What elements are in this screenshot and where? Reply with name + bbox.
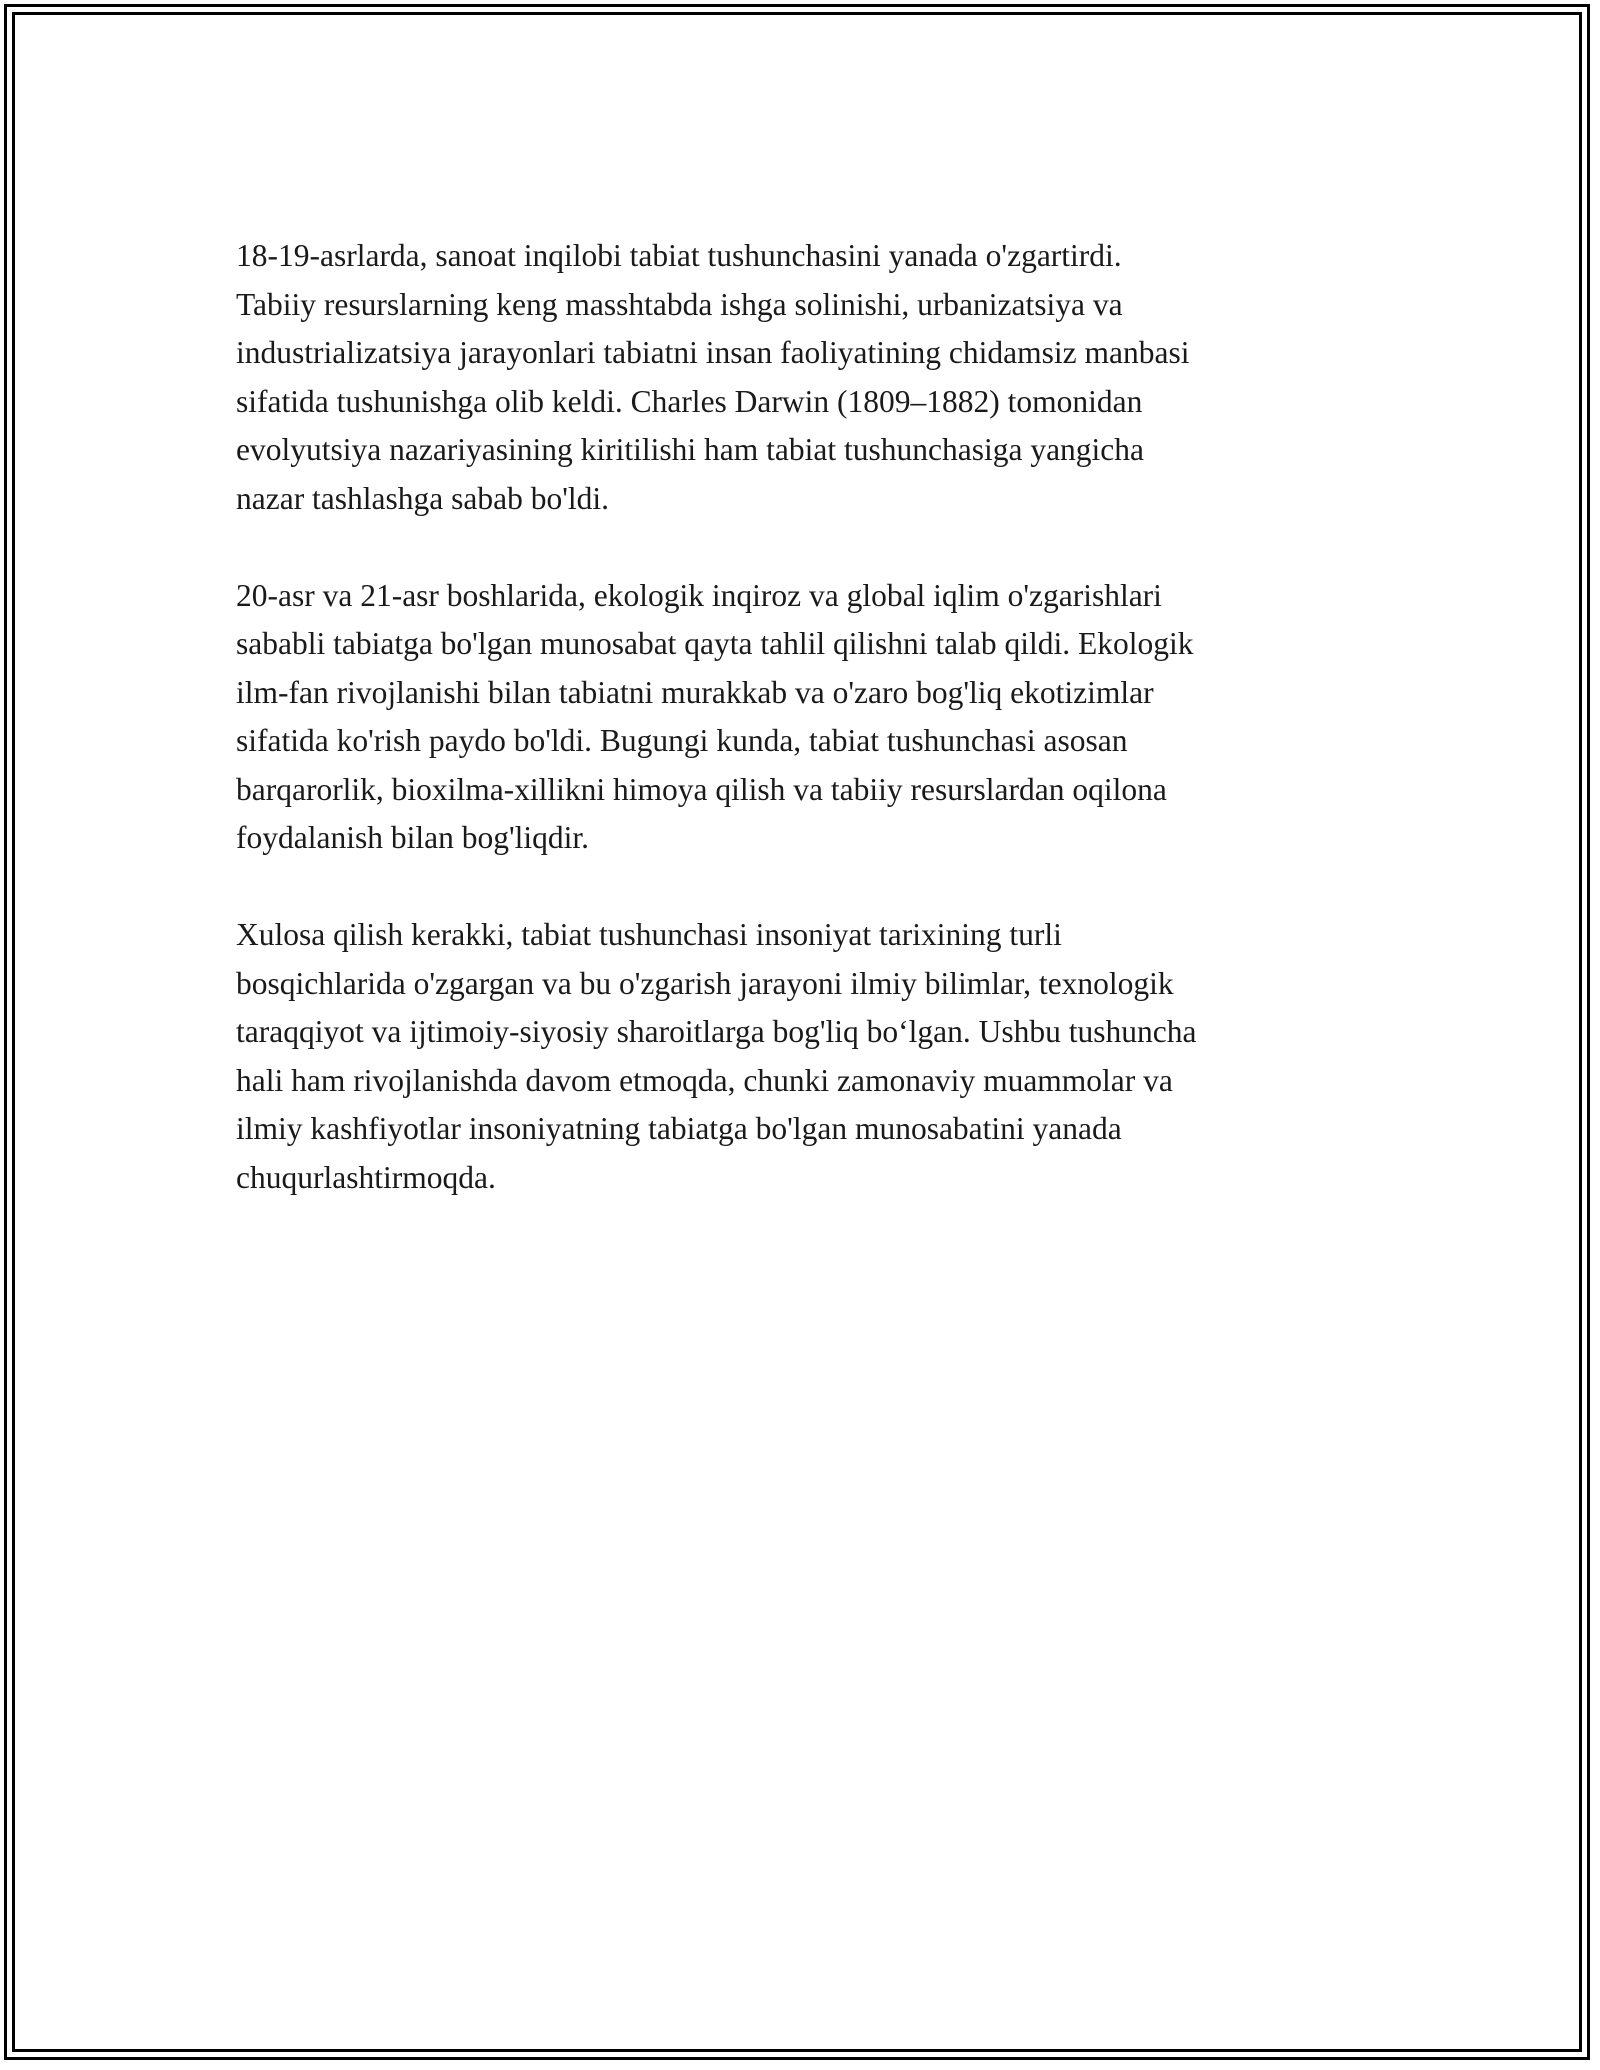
text-line: sifatida tushunishga olib keldi. Charles Darwin (1809–1882) tomonidan [236,383,1143,419]
text-line: hali ham rivojlanishda davom etmoqda, chunki zamonaviy muammolar va [236,1062,1173,1098]
document-body [236,232,1386,1251]
paragraph-industrial-revolution [236,232,1386,523]
paragraph-ecological-crisis [236,572,1386,863]
text-line: bosqichlarida o'zgargan va bu o'zgarish jarayoni ilmiy bilimlar, texnologik [236,965,1174,1001]
text-line: ilmiy kashfiyotlar insoniyatning tabiatga bo'lgan munosabatini yanada [236,1111,1122,1146]
text-line: Xulosa qilish kerakki, tabiat tushunchasi insoniyat tarixining turli [236,917,1062,952]
text-line: ilm-fan rivojlanishi bilan tabiatni murakkab va o'zaro bog'liq ekotizimlar [236,674,1154,710]
text-line: sababli tabiatga bo'lgan munosabat qayta tahlil qilishni talab qildi. Ekologik [236,626,1194,661]
text-line: 18-19-asrlarda, sanoat inqilobi tabiat tushunchasini yanada o'zgartirdi. [236,238,1122,273]
text-line: taraqqiyot va ijtimoiy-siyosiy sharoitlarga bog'liq bo‘lgan. Ushbu tushuncha [236,1014,1197,1049]
text-line: nazar tashlashga sabab bo'ldi. [236,480,610,516]
text-line: Tabiiy resurslarning keng masshtabda ishga solinishi, urbanizatsiya va [236,286,1123,322]
text-line: industrializatsiya jarayonlari tabiatni insan faoliyatining chidamsiz manbasi [236,335,1190,370]
text-line: foydalanish bilan bog'liqdir. [236,820,590,855]
text-line: 20-asr va 21-asr boshlarida, ekologik inqiroz va global iqlim o'zgarishlari [236,577,1162,613]
text-line: barqarorlik, bioxilma-xillikni himoya qilish va tabiiy resurslardan oqilona [236,771,1167,807]
text-line: evolyutsiya nazariyasining kiritilishi ham tabiat tushunchasiga yangicha [236,432,1145,467]
text-line: chuqurlashtirmoqda. [236,1159,496,1195]
paragraph-conclusion [236,911,1386,1202]
text-line: sifatida ko'rish paydo bo'ldi. Bugungi kunda, tabiat tushunchasi asosan [236,723,1128,758]
